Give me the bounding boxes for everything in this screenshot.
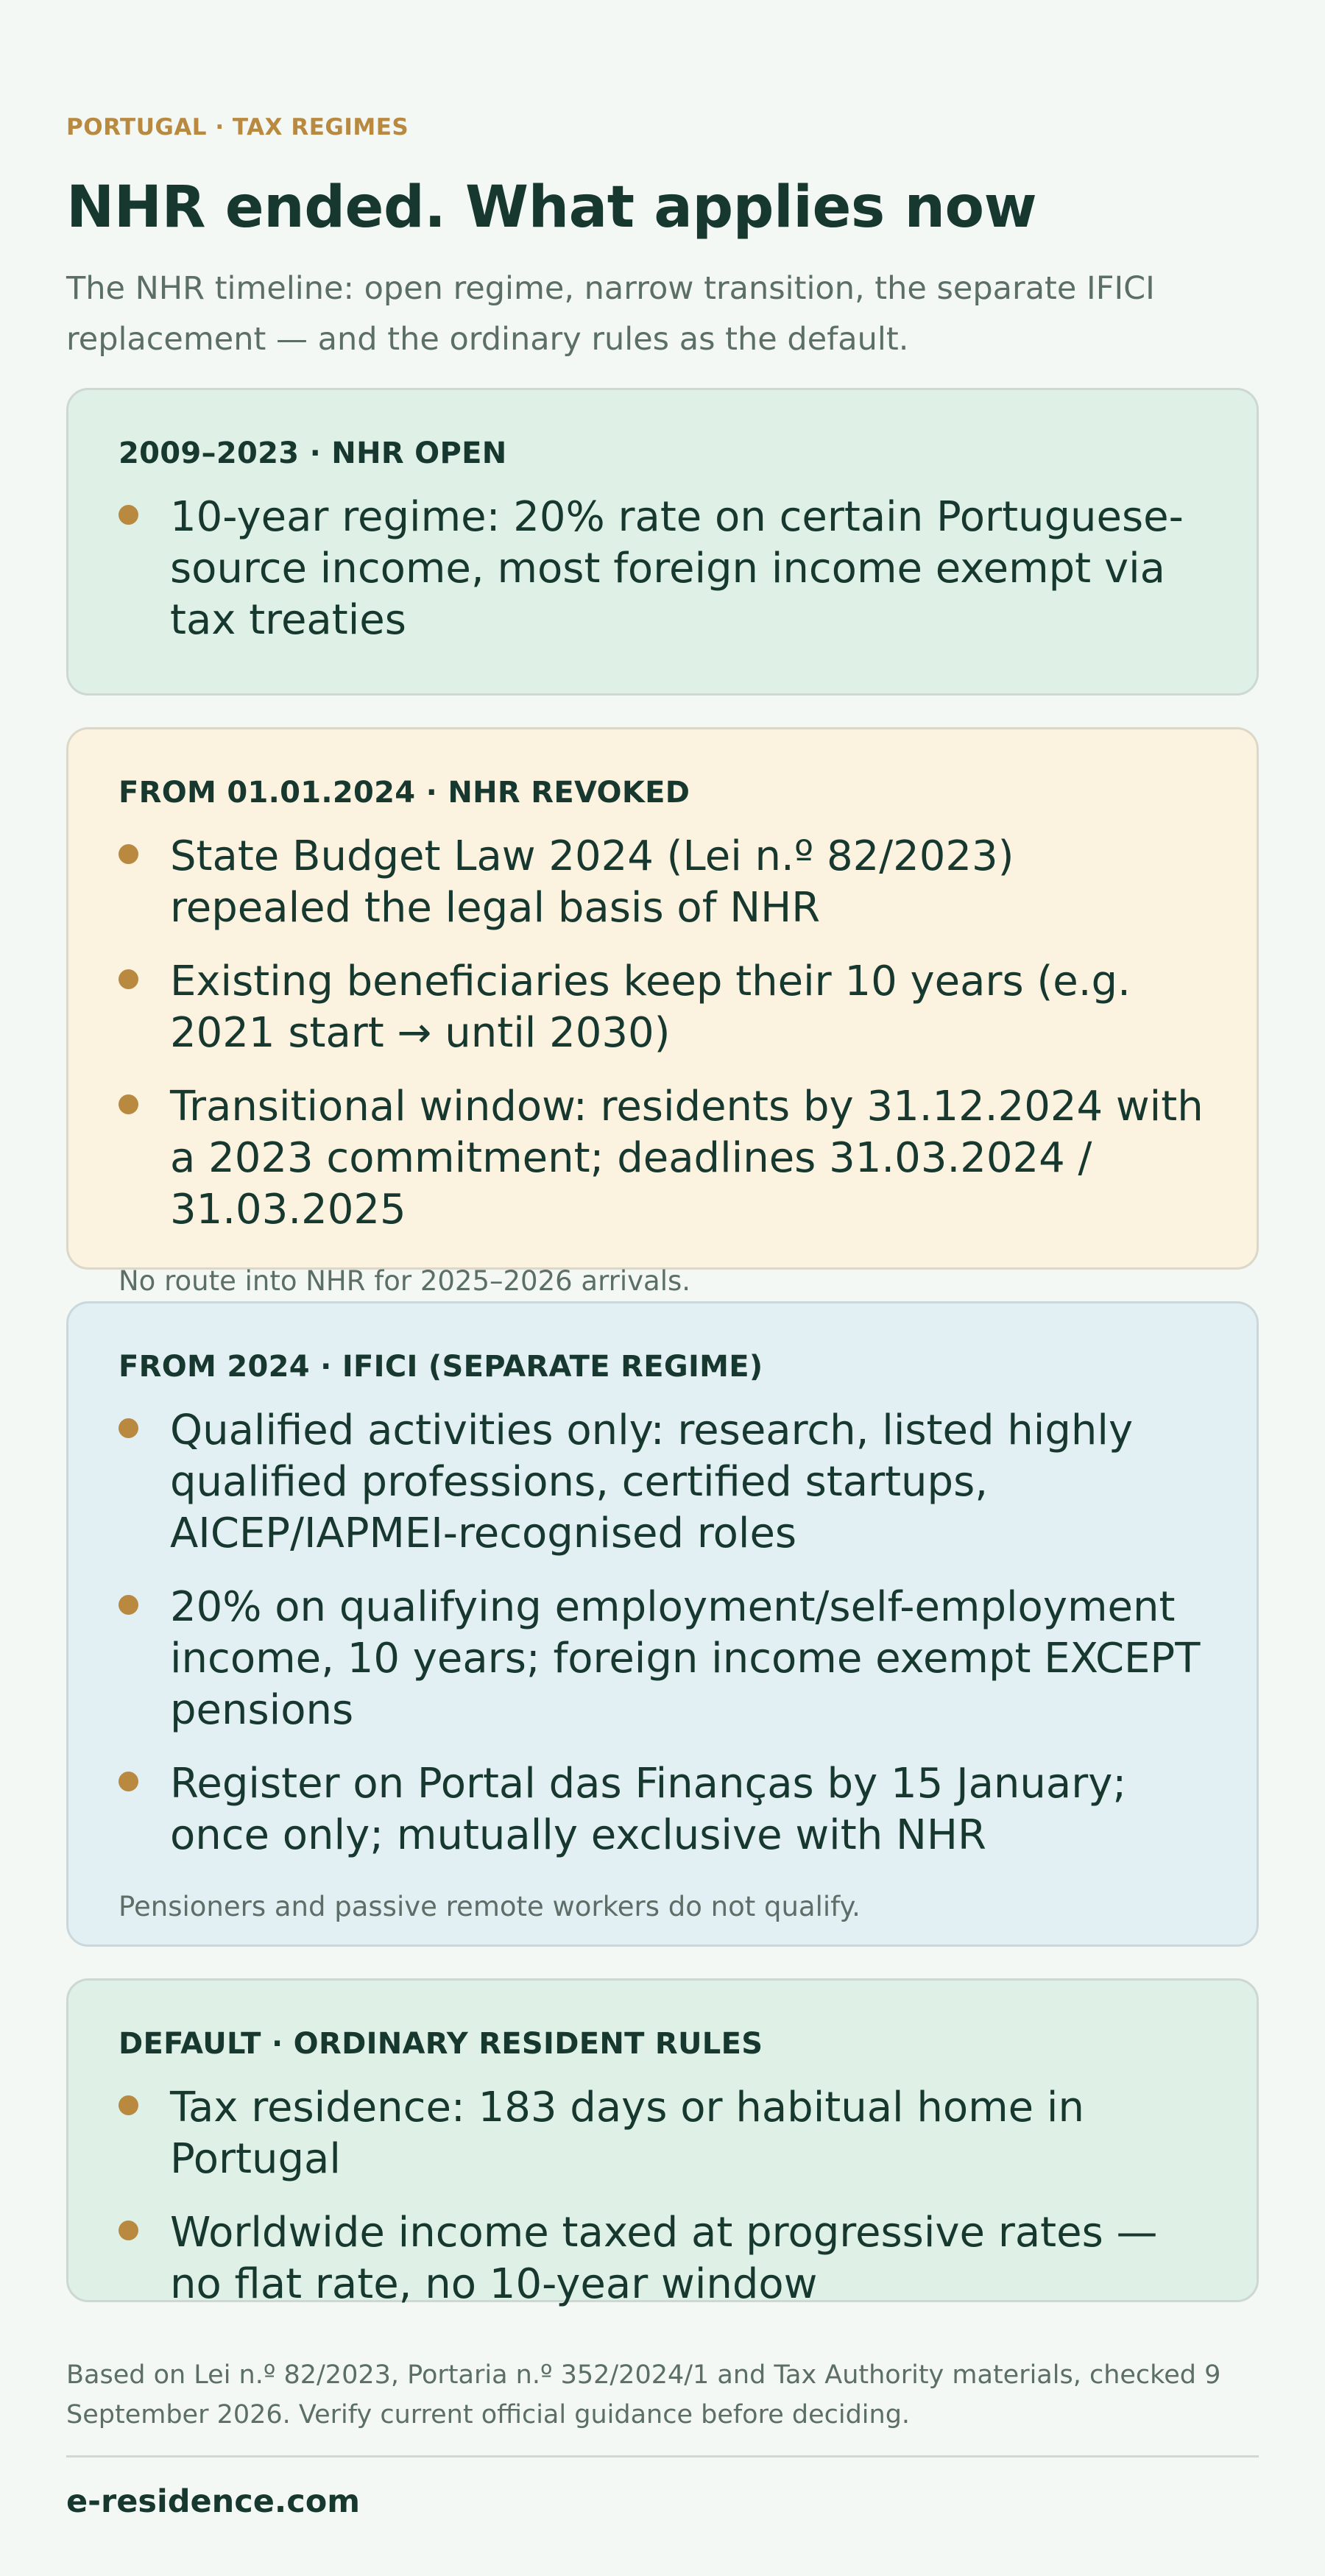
- card-heading: 2009–2023 · NHR OPEN: [119, 436, 507, 470]
- card-nhr-revoked: [66, 727, 1259, 1297]
- bullet-item: [119, 1081, 1206, 1236]
- bullet-dot-icon: [119, 2095, 138, 2115]
- footer-divider: [66, 2455, 1259, 2458]
- bullet-item: [119, 831, 1206, 934]
- bullet-dot-icon: [119, 1094, 138, 1114]
- card-note: Pensioners and passive remote workers do not qualify.: [119, 1891, 861, 1922]
- source-note: Based on Lei n.º 82/2023, Portaria n.º 352/2024/1 and Tax Authority materials, checked 9 September 2026. Verify current official guidance before deciding.: [66, 2360, 1221, 2430]
- bullet-list: [119, 1405, 1206, 1861]
- card-heading: FROM 01.01.2024 · NHR REVOKED: [119, 776, 690, 810]
- bullet-item: [119, 956, 1206, 1059]
- bullet-text: 20% on qualifying employment/self-employment income, 10 years; foreign income exempt EXCEPT pensions: [170, 1583, 1201, 1734]
- bullet-dot-icon: [119, 1595, 138, 1615]
- bullet-text: Existing beneficiaries keep their 10 years (e.g. 2021 start → until 2030): [170, 958, 1131, 1057]
- bullet-dot-icon: [119, 969, 138, 989]
- bullet-text: Transitional window: residents by 31.12.2024 with a 2023 commitment; deadlines 31.03.2024 / 31.03.2025: [170, 1083, 1204, 1234]
- bullet-dot-icon: [119, 2221, 138, 2240]
- bullet-dot-icon: [119, 505, 138, 525]
- bullet-text: State Budget Law 2024 (Lei n.º 82/2023) repealed the legal basis of NHR: [170, 832, 1014, 932]
- bullet-item: [119, 1405, 1206, 1560]
- card-note: No route into NHR for 2025–2026 arrivals.: [119, 1265, 691, 1297]
- page-subtitle: The NHR timeline: open regime, narrow transition, the separate IFICI replacement — and the ordinary rules as the default.: [66, 270, 1155, 358]
- bullet-item: [119, 1758, 1206, 1861]
- bullet-text: Worldwide income taxed at progressive rates — no flat rate, no 10-year window: [170, 2209, 1158, 2308]
- bullet-dot-icon: [119, 844, 138, 864]
- bullet-text: Tax residence: 183 days or habitual home in Portugal: [170, 2084, 1084, 2183]
- bullet-text: 10-year regime: 20% rate on certain Portuguese-source income, most foreign income exempt via tax treaties: [170, 493, 1184, 644]
- card-nhr-open: [66, 388, 1259, 696]
- page-title: NHR ended. What applies now: [66, 174, 1037, 241]
- bullet-dot-icon: [119, 1418, 138, 1438]
- card-heading: DEFAULT · ORDINARY RESIDENT RULES: [119, 2027, 763, 2061]
- brand-link[interactable]: e-residence.com: [66, 2483, 361, 2520]
- bullet-list: [119, 492, 1206, 646]
- kicker-label: PORTUGAL · TAX REGIMES: [66, 114, 409, 141]
- card-heading: FROM 2024 · IFICI (SEPARATE REGIME): [119, 1350, 763, 1384]
- bullet-item: [119, 2082, 1206, 2185]
- bullet-list: [119, 831, 1206, 1236]
- bullet-list: [119, 2082, 1206, 2310]
- bullet-text: Register on Portal das Finanças by 15 January; once only; mutually exclusive with NHR: [170, 1760, 1127, 1859]
- card-ordinary-rules: [66, 1978, 1259, 2308]
- bullet-dot-icon: [119, 1772, 138, 1791]
- card-ifici: [66, 1301, 1259, 1947]
- bullet-text: Qualified activities only: research, listed highly qualified professions, certified startups, AICEP/IAPMEI-recognised roles: [170, 1406, 1134, 1557]
- bullet-item: [119, 492, 1206, 646]
- bullet-item: [119, 1582, 1206, 1736]
- bullet-item: [119, 2207, 1206, 2310]
